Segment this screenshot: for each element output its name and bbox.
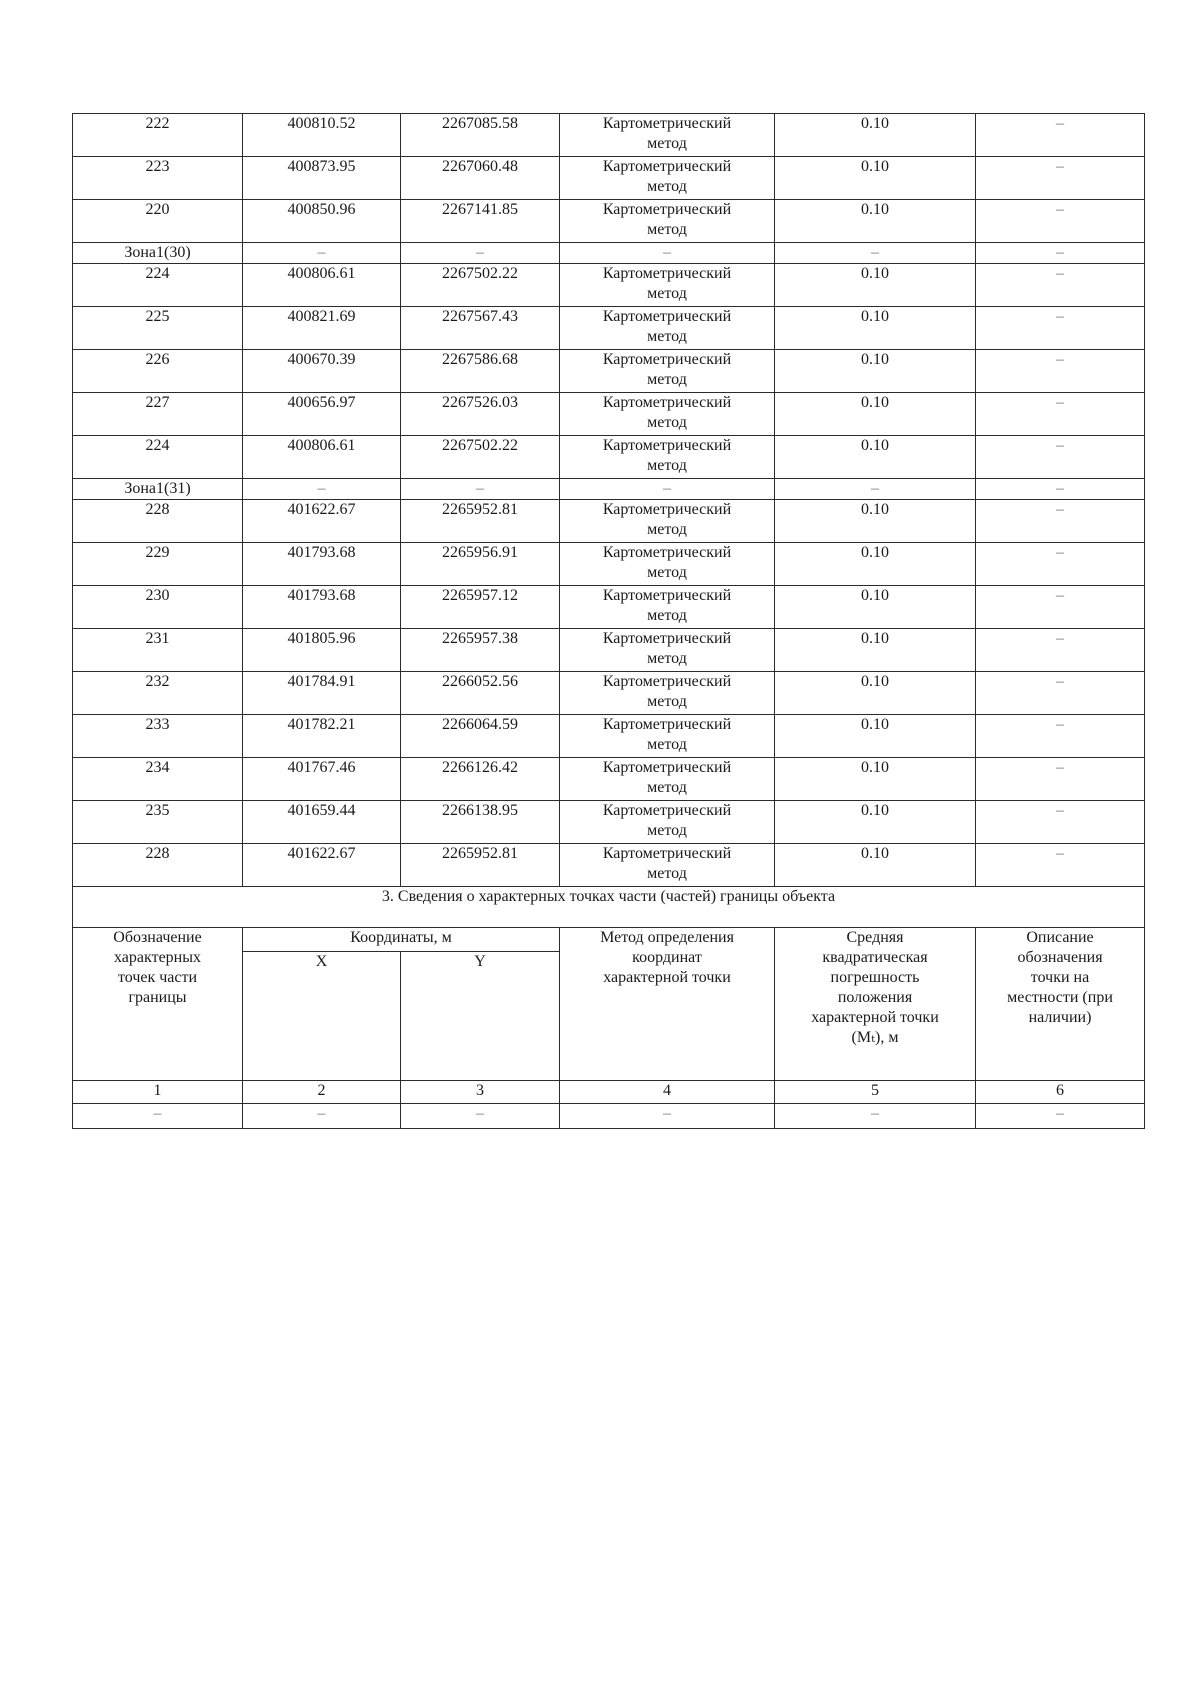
coord-x: 401622.67 (243, 500, 401, 543)
description: – (976, 715, 1145, 758)
method-line: Картометрический (602, 802, 732, 819)
error-value: 0.10 (775, 500, 976, 543)
error-value: 0.10 (775, 758, 976, 801)
method-cell (560, 350, 775, 393)
coord-x: 400656.97 (243, 393, 401, 436)
error-value: 0.10 (775, 715, 976, 758)
coord-y: 2266138.95 (401, 801, 560, 844)
coord-y: 2265957.12 (401, 586, 560, 629)
header-method-line: координат (632, 949, 702, 966)
method-line: метод (647, 221, 687, 238)
section3-title-row (73, 887, 1145, 928)
header-error-line: погрешность (830, 969, 920, 986)
empty-cell: – (976, 1104, 1145, 1129)
point-number: 233 (73, 715, 243, 758)
error-value: 0.10 (775, 629, 976, 672)
description: – (976, 758, 1145, 801)
description: – (976, 629, 1145, 672)
point-number: 222 (73, 114, 243, 157)
error-value: 0.10 (775, 393, 976, 436)
coord-x: 400806.61 (243, 264, 401, 307)
empty-cell: – (401, 1104, 560, 1129)
method-line: метод (647, 865, 687, 882)
coord-x: 401805.96 (243, 629, 401, 672)
header-description-line: Описание (1026, 929, 1094, 946)
empty-cell: – (243, 1104, 401, 1129)
coord-x: 401793.68 (243, 543, 401, 586)
section3-title: 3. Сведения о характерных точках части (частей) границы объекта (73, 887, 1145, 928)
description: – (976, 543, 1145, 586)
zone-label: Зона1(31) (73, 479, 243, 500)
empty-cell: – (73, 1104, 243, 1129)
point-row (73, 157, 1145, 200)
method-line: Картометрический (602, 265, 732, 282)
method-line: Картометрический (602, 673, 732, 690)
header-error-line: (Mₜ), м (851, 1029, 899, 1046)
zone-row (73, 243, 1145, 264)
empty-cell: – (560, 243, 775, 264)
column-number: 4 (560, 1081, 775, 1104)
method-line: Картометрический (602, 630, 732, 647)
point-row (73, 629, 1145, 672)
coord-x: 400873.95 (243, 157, 401, 200)
coord-y: 2266126.42 (401, 758, 560, 801)
header-designation (73, 928, 243, 1081)
point-row (73, 543, 1145, 586)
empty-cell: – (560, 1104, 775, 1129)
point-row (73, 715, 1145, 758)
header-error-line: характерной точки (811, 1009, 939, 1026)
header-description-line: обозначения (1017, 949, 1103, 966)
method-line: Картометрический (602, 158, 732, 175)
point-row (73, 436, 1145, 479)
error-value: 0.10 (775, 586, 976, 629)
method-line: метод (647, 564, 687, 581)
empty-cell: – (243, 243, 401, 264)
zone-row (73, 479, 1145, 500)
coord-x: 400810.52 (243, 114, 401, 157)
header-error-line: положения (837, 989, 913, 1006)
coord-x: 401793.68 (243, 586, 401, 629)
method-line: Картометрический (602, 587, 732, 604)
method-line: метод (647, 135, 687, 152)
coord-y: 2267060.48 (401, 157, 560, 200)
section3-header-row (73, 928, 1145, 952)
point-row (73, 672, 1145, 715)
method-line: Картометрический (602, 351, 732, 368)
header-error (775, 928, 976, 1081)
coord-y: 2265952.81 (401, 500, 560, 543)
coord-y: 2267526.03 (401, 393, 560, 436)
description: – (976, 200, 1145, 243)
point-number: 226 (73, 350, 243, 393)
description: – (976, 586, 1145, 629)
coord-y: 2265952.81 (401, 844, 560, 887)
coord-y: 2267567.43 (401, 307, 560, 350)
error-value: 0.10 (775, 672, 976, 715)
column-number: 5 (775, 1081, 976, 1104)
zone-label: Зона1(30) (73, 243, 243, 264)
column-number: 3 (401, 1081, 560, 1104)
error-value: 0.10 (775, 157, 976, 200)
coord-x: 400806.61 (243, 436, 401, 479)
error-value: 0.10 (775, 264, 976, 307)
method-cell (560, 500, 775, 543)
point-row (73, 758, 1145, 801)
coord-y: 2265957.38 (401, 629, 560, 672)
method-cell (560, 157, 775, 200)
column-number-row (73, 1081, 1145, 1104)
description: – (976, 157, 1145, 200)
method-cell (560, 264, 775, 307)
point-number: 228 (73, 500, 243, 543)
method-cell (560, 114, 775, 157)
empty-cell: – (976, 479, 1145, 500)
method-line: метод (647, 178, 687, 195)
coord-x: 401784.91 (243, 672, 401, 715)
error-value: 0.10 (775, 114, 976, 157)
point-number: 229 (73, 543, 243, 586)
empty-cell: – (775, 243, 976, 264)
method-cell (560, 543, 775, 586)
empty-cell: – (775, 479, 976, 500)
point-row (73, 393, 1145, 436)
point-number: 223 (73, 157, 243, 200)
point-row (73, 307, 1145, 350)
method-cell (560, 758, 775, 801)
method-line: Картометрический (602, 544, 732, 561)
point-row (73, 500, 1145, 543)
error-value: 0.10 (775, 844, 976, 887)
empty-cell: – (401, 479, 560, 500)
method-cell (560, 586, 775, 629)
point-number: 235 (73, 801, 243, 844)
empty-data-row (73, 1104, 1145, 1129)
description: – (976, 307, 1145, 350)
point-number: 234 (73, 758, 243, 801)
header-designation-line: точек части (117, 969, 198, 986)
header-description-line: точки на (1030, 969, 1090, 986)
method-line: метод (647, 457, 687, 474)
error-value: 0.10 (775, 307, 976, 350)
coord-x: 401659.44 (243, 801, 401, 844)
point-number: 220 (73, 200, 243, 243)
header-method-line: Метод определения (600, 929, 734, 946)
method-line: Картометрический (602, 308, 732, 325)
description: – (976, 500, 1145, 543)
header-description (976, 928, 1145, 1081)
description: – (976, 114, 1145, 157)
method-line: метод (647, 328, 687, 345)
coord-y: 2267141.85 (401, 200, 560, 243)
method-line: метод (647, 650, 687, 667)
header-designation-line: Обозначение (113, 929, 202, 946)
point-number: 232 (73, 672, 243, 715)
method-cell (560, 307, 775, 350)
method-line: Картометрический (602, 394, 732, 411)
empty-cell: – (243, 479, 401, 500)
point-number: 227 (73, 393, 243, 436)
method-cell (560, 436, 775, 479)
coord-y: 2267586.68 (401, 350, 560, 393)
coord-x: 401622.67 (243, 844, 401, 887)
method-line: метод (647, 371, 687, 388)
empty-cell: – (560, 479, 775, 500)
method-line: Картометрический (602, 501, 732, 518)
error-value: 0.10 (775, 436, 976, 479)
point-number: 231 (73, 629, 243, 672)
column-number: 6 (976, 1081, 1145, 1104)
method-cell (560, 672, 775, 715)
method-line: метод (647, 779, 687, 796)
method-line: метод (647, 607, 687, 624)
method-line: метод (647, 414, 687, 431)
header-description-line: местности (при (1007, 989, 1113, 1006)
coord-y: 2267502.22 (401, 264, 560, 307)
column-number: 1 (73, 1081, 243, 1104)
method-cell (560, 629, 775, 672)
coord-x: 401782.21 (243, 715, 401, 758)
method-cell (560, 200, 775, 243)
header-coordinates: Координаты, м (243, 928, 560, 952)
method-line: метод (647, 285, 687, 302)
header-error-line: квадратическая (822, 949, 928, 966)
point-number: 224 (73, 436, 243, 479)
points-table-body (73, 114, 1145, 887)
coord-y: 2266052.56 (401, 672, 560, 715)
error-value: 0.10 (775, 543, 976, 586)
header-x: X (243, 952, 401, 1081)
point-row (73, 114, 1145, 157)
column-number: 2 (243, 1081, 401, 1104)
header-description-line: наличии) (1028, 1009, 1092, 1026)
method-cell (560, 715, 775, 758)
header-y: Y (401, 952, 560, 1081)
coord-y: 2265956.91 (401, 543, 560, 586)
method-line: Картометрический (602, 115, 732, 132)
point-number: 225 (73, 307, 243, 350)
coord-y: 2267502.22 (401, 436, 560, 479)
method-line: Картометрический (602, 845, 732, 862)
method-line: Картометрический (602, 437, 732, 454)
error-value: 0.10 (775, 801, 976, 844)
method-line: метод (647, 521, 687, 538)
header-method (560, 928, 775, 1081)
header-designation-line: границы (128, 989, 187, 1006)
point-number: 224 (73, 264, 243, 307)
method-cell (560, 393, 775, 436)
description: – (976, 264, 1145, 307)
method-line: метод (647, 822, 687, 839)
empty-cell: – (401, 243, 560, 264)
section3-table-body (73, 887, 1145, 1129)
point-row (73, 264, 1145, 307)
method-line: Картометрический (602, 759, 732, 776)
description: – (976, 393, 1145, 436)
error-value: 0.10 (775, 350, 976, 393)
method-line: Картометрический (602, 716, 732, 733)
method-line: метод (647, 693, 687, 710)
header-error-line: Средняя (846, 929, 904, 946)
description: – (976, 350, 1145, 393)
coord-x: 400850.96 (243, 200, 401, 243)
coordinates-table (72, 113, 1145, 1129)
point-row (73, 844, 1145, 887)
description: – (976, 436, 1145, 479)
coord-y: 2267085.58 (401, 114, 560, 157)
coord-y: 2266064.59 (401, 715, 560, 758)
empty-cell: – (976, 243, 1145, 264)
header-designation-line: характерных (114, 949, 201, 966)
coord-x: 400670.39 (243, 350, 401, 393)
description: – (976, 801, 1145, 844)
method-cell (560, 801, 775, 844)
description: – (976, 844, 1145, 887)
method-line: Картометрический (602, 201, 732, 218)
coord-x: 401767.46 (243, 758, 401, 801)
point-row (73, 350, 1145, 393)
coord-x: 400821.69 (243, 307, 401, 350)
header-method-line: характерной точки (603, 969, 731, 986)
error-value: 0.10 (775, 200, 976, 243)
point-row (73, 586, 1145, 629)
point-number: 228 (73, 844, 243, 887)
point-number: 230 (73, 586, 243, 629)
method-cell (560, 844, 775, 887)
point-row (73, 200, 1145, 243)
empty-cell: – (775, 1104, 976, 1129)
point-row (73, 801, 1145, 844)
method-line: метод (647, 736, 687, 753)
description: – (976, 672, 1145, 715)
